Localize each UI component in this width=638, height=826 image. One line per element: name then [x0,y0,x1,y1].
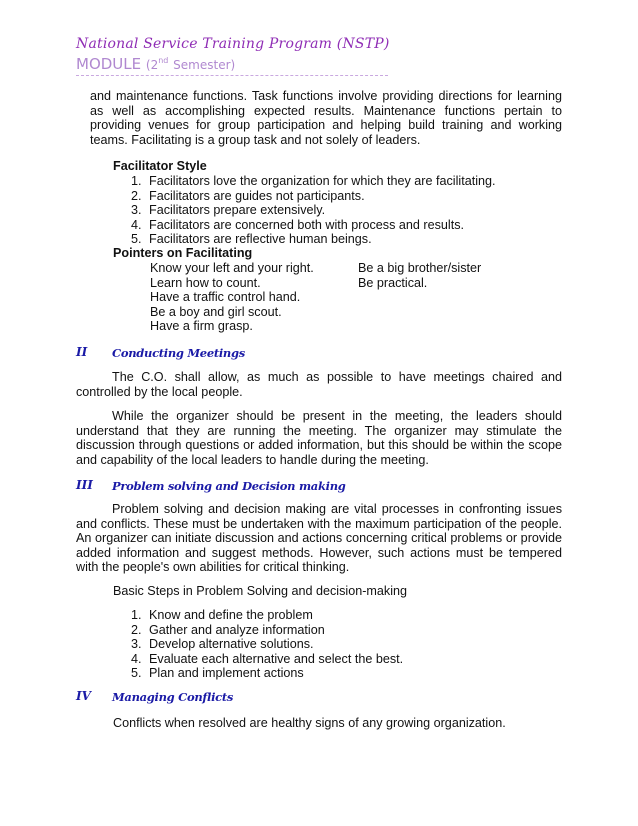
pointer-row: Have a firm grasp. [150,319,253,334]
section-paragraph: While the organizer should be present in the meeting, the leaders should understand that they are running the meeting. The organizer may stimulate the discussion through questions or added information, but this should be within the scope and capability of the local leaders to handle during the meeting. [76,409,562,467]
section-title: Managing Conflicts [112,690,234,704]
list-item: 1. Know and define the problem [131,608,313,622]
semester-open-paren: ( [145,58,151,72]
facilitator-style-heading: Facilitator Style [113,159,207,173]
list-item: 3. Facilitators prepare extensively. [131,203,326,218]
list-item: 1. Facilitators love the organization for which they are facilitating. [131,174,496,188]
semester-number: 2 [150,58,159,72]
pointer-row: Know your left and your right. Be a big brother/sister [150,261,482,275]
intro-paragraph: and maintenance functions. Task functions involve providing directions for learning as well as accomplishing expected results. Maintenance functions pertain to providing venues for group participation and helping build training and working teams. Facilitating is a group task and not solely of leaders. [90,89,562,147]
list-item: 5. Facilitators are reflective human beings. [131,232,372,247]
facilitator-style-list [131,174,496,247]
list-item: 3. Develop alternative solutions. [131,637,314,652]
semester-suffix: nd [158,56,169,65]
section-title: Conducting Meetings [112,346,245,360]
list-item: 2. Gather and analyze information [131,622,325,637]
module-word: MODULE [76,55,142,73]
list-item: 4. Evaluate each alternative and select the best. [131,651,404,666]
module-label [76,55,235,73]
section-paragraph: Problem solving and decision making are vital processes in confronting issues and conflicts. These must be undertaken with the maximum participation of the people. An organizer can initiate discussion and actions concerning critical problems or provide added information and suggest methods. However, such actions must be tempered with the people's own abilities for critical thinking. [76,502,562,575]
program-title: National Service Training Program (NSTP) [76,36,390,52]
pointers-heading: Pointers on Facilitating [113,246,253,260]
pointer-row: Be a boy and girl scout. [150,304,282,319]
section-title: Problem solving and Decision making [112,479,346,493]
list-item: 5. Plan and implement actions [131,666,304,681]
list-item: 2. Facilitators are guides not participants. [131,188,365,203]
section-numeral: II [76,345,88,359]
steps-list [131,608,403,681]
section-paragraph: Conflicts when resolved are healthy signs of any growing organization. [113,716,506,730]
section-numeral: IV [76,689,91,703]
section-paragraph: The C.O. shall allow, as much as possible to have meetings chaired and controlled by the local people. [76,370,562,399]
semester-close-paren: ) [230,58,236,72]
section-numeral: III [76,478,93,492]
pointers-grid [150,261,482,334]
pointer-row: Have a traffic control hand. [150,290,301,305]
pointer-row: Learn how to count. Be practical. [150,275,428,290]
steps-heading: Basic Steps in Problem Solving and decision-making [113,584,408,598]
header-divider [76,75,388,76]
semester-word: Semester [173,58,231,72]
list-item: 4. Facilitators are concerned both with process and results. [131,217,464,232]
